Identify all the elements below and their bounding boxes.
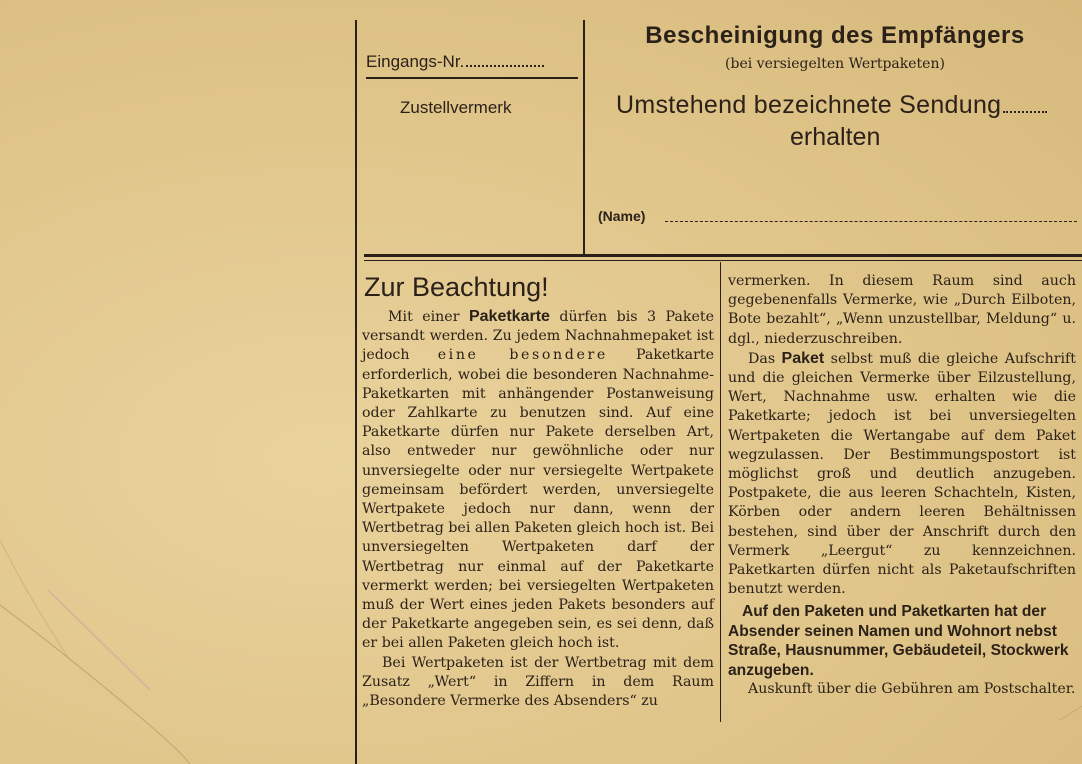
entry-number-field: [366, 52, 544, 72]
delivery-note-label: Zustellvermerk: [400, 98, 512, 117]
spaced-emphasis: eine besondere: [437, 347, 608, 364]
certificate-statement-line2: erhalten: [790, 123, 881, 151]
notice-column-divider: [720, 262, 721, 722]
notice-paragraph-3: vermerken. In diesem Raum sind auch gegebenenfalls Vermerke, wie „Durch Eilboten, Bote bezahlt“, „Wenn unzustellbar, Meldung“ u. dgl., niederzuschreiben.: [728, 273, 1076, 347]
name-signature-line: [665, 221, 1077, 222]
entry-number-rule: [366, 77, 578, 79]
left-panel-border: [355, 20, 357, 764]
name-label: (Name): [598, 208, 646, 224]
section-divider-thick: [364, 254, 1082, 257]
notice-paragraph-2: Bei Wertpaketen ist der Wertbetrag mit dem Zusatz „Wert“ in Ziffern in dem Raum „Besondere Vermerke des Absenders“ zu: [362, 654, 714, 710]
entry-number-dots: [466, 65, 544, 67]
entry-number-label: Eingangs-Nr.: [366, 52, 465, 71]
notice-paragraph-4: Das Paket selbst muß die gleiche Aufschrift und die gleichen Vermerke über Eilzustellung, Wert, Nachnahme usw. erhalten wie die Paketkarte; jedoch ist bei unversiegelten Wertpaketen die Wertangabe auf dem Paket wegzulassen. Der Bestimmungspostort ist möglichst groß und deutlich anzugeben. Postpakete, die aus leeren Schachteln, Kisten, Körben oder andern leeren Behältnissen bestehen, sind über der Anschrift durch den Vermerk „Leergut“ zu kennzeichnen. Paketkarten dürfen nicht als Paketaufschriften benutzt werden.: [728, 349, 1077, 598]
certificate-subtitle: (bei versiegelten Wertpaketen): [725, 56, 945, 72]
notice-heading: Zur Beachtung!: [364, 272, 549, 302]
keyword-paketkarte: Paketkarte: [468, 308, 550, 325]
certificate-title: Bescheinigung des Empfängers: [645, 22, 1025, 49]
fee-information: Auskunft über die Gebühren am Postschalter.: [748, 681, 1076, 698]
notice-left-column: [362, 307, 714, 711]
section-divider-thin: [364, 260, 1082, 261]
keyword-paket: Paket: [781, 349, 825, 367]
sender-requirement-bold: Auf den Paketen und Paketkarten hat der Absender seinen Namen und Wohnort nebst Straße, Hausnummer, Gebäudeteil, Stockwerk anzugeben.: [728, 603, 1069, 679]
notice-right-column: [728, 272, 1076, 700]
statement-dots: [1003, 111, 1047, 113]
certificate-statement: [616, 91, 1047, 120]
center-divider: [583, 20, 585, 255]
certificate-statement-line1: Umstehend bezeichnete Sendung: [616, 91, 1002, 119]
notice-paragraph-1: Mit einer Paketkarte dürfen bis 3 Pakete versandt werden. Zu jedem Nachnahmepaket ist jedoch eine besondere Paketkarte erforderlich, wobei die besonderen Nachnahme-Paketkarten mit anhängender Postanweisung oder Zahlkarte zu benutzen sind. Auf eine Paketkarte dürfen nur Pakete derselben Art, also entweder nur gewöhnliche oder nur unversiegelte oder nur versiegelte Wertpakete gemeinsam befördert werden, unversiegelte Wertpakete jedoch nur dann, wenn der Wertbetrag bei allen Paketen gleich hoch ist. Bei unversiegelten Wertpaketen darf der Wertbetrag nur einmal auf der Paketkarte vermerkt werden; bei versiegelten Wertpaketen muß der Wert eines jeden Pakets besonders auf der Paketkarte angegeben sein, es sei denn, daß er bei allen Paketen gleich hoch ist.: [362, 308, 714, 652]
